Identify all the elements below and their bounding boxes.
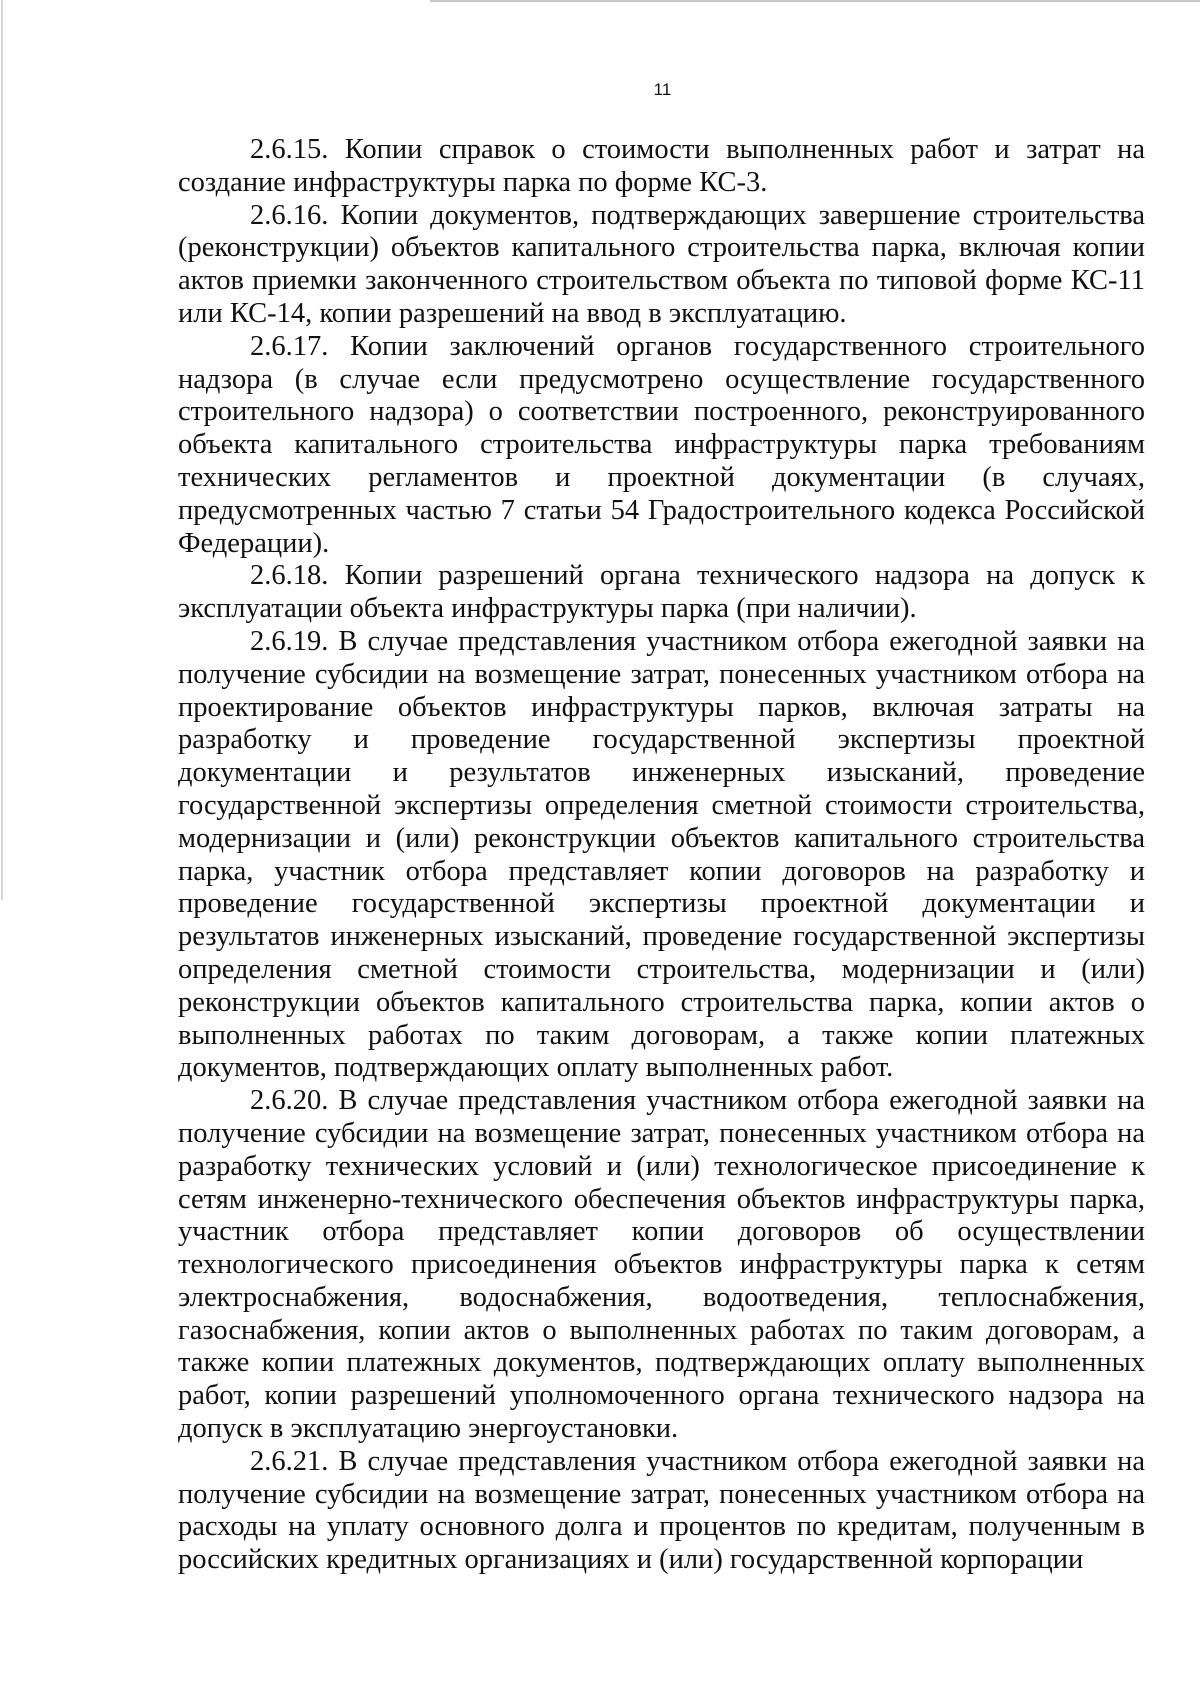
paragraph-text: Копии заключений органов государственного строительного надзора (в случае если предусмотрено осуществление государственного строительного надзора) о соответствии построенного, реконструированного объекта капитального строительства инфраструктуры парка требованиям технических регламентов и проектной документации (в случаях, предусмотренных частью 7 статьи 54 Градостроительного кодекса Российской Федерации).: [178, 330, 1146, 559]
paragraph-text: Копии разрешений органа технического надзора на допуск к эксплуатации объекта инфраструктуры парка (при наличии).: [178, 560, 1146, 625]
paragraph-text: В случае представления участником отбора ежегодной заявки на получение субсидии на возмещение затрат, понесенных участником отбора на проектирование объектов инфраструктуры парков, включая затраты на разработку и проведение государственной экспертизы проектной документации и результатов инженерных изысканий, проведение государственной экспертизы определения сметной стоимости строительства, модернизации и (или) реконструкции объектов капитального строительства парка, участник отбора представляет копии договоров на разработку и проведение государственной экспертизы проектной документации и результатов инженерных изысканий, проведение государственной экспертизы определения сметной стоимости строительства, модернизации и (или) реконструкции объектов капитального строительства парка, копии актов о выполненных работах по таким договорам, а также копии платежных документов, подтверждающих оплату выполненных работ.: [178, 625, 1146, 1084]
paragraph-2-6-17: [178, 331, 1145, 561]
paragraph-number: 2.6.20.: [250, 1085, 329, 1117]
paragraph-number: 2.6.15.: [250, 134, 329, 165]
paragraph-2-6-20: [178, 1085, 1145, 1446]
scan-edge-left: [1, 0, 3, 900]
paragraph-text: В случае представления участником отбора ежегодной заявки на получение субсидии на возмещение затрат, понесенных участником отбора на разработку технических условий и (или) технологическое присоединение к сетям инженерно-технического обеспечения объектов инфраструктуры парка, участник отбора представляет копии договоров об осуществлении технологического присоединения объектов инфраструктуры парка к сетям электроснабжения, водоснабжения, водоотведения, теплоснабжения, газоснабжения, копии актов о выполненных работах по таким договорам, а также копии платежных документов, подтверждающих оплату выполненных работ, копии разрешений уполномоченного органа технического надзора на допуск в эксплуатацию энергоустановки.: [178, 1085, 1146, 1445]
paragraph-2-6-19: [178, 626, 1145, 1085]
paragraph-text: В случае представления участником отбора ежегодной заявки на получение субсидии на возмещение затрат, понесенных участником отбора на расходы на уплату основного долга и процентов по кредитам, полученным в российских кредитных организациях и (или) государственной корпорации: [178, 1445, 1146, 1576]
paragraph-2-6-16: [178, 200, 1145, 331]
paragraph-2-6-18: [178, 560, 1145, 626]
page-number: 11: [653, 80, 672, 99]
paragraph-text: Копии документов, подтверждающих завершение строительства (реконструкции) объектов капитального строительства парка, включая копии актов приемки законченного строительством объекта по типовой форме КС-11 или КС-14, копии разрешений на ввод в эксплуатацию.: [178, 199, 1145, 329]
paragraph-number: 2.6.19.: [250, 625, 329, 657]
document-body: [178, 134, 1145, 1577]
paragraph-number: 2.6.21.: [250, 1445, 329, 1477]
paragraph-2-6-21: [178, 1446, 1145, 1577]
scan-edge-top: [430, 0, 1200, 2]
paragraph-text: Копии справок о стоимости выполненных работ и затрат на создание инфраструктуры парка по форме КС-3.: [178, 134, 1145, 198]
paragraph-2-6-15: [178, 134, 1145, 200]
paragraph-number: 2.6.17.: [250, 330, 329, 362]
paragraph-number: 2.6.18.: [250, 560, 329, 592]
paragraph-number: 2.6.16.: [250, 199, 329, 231]
